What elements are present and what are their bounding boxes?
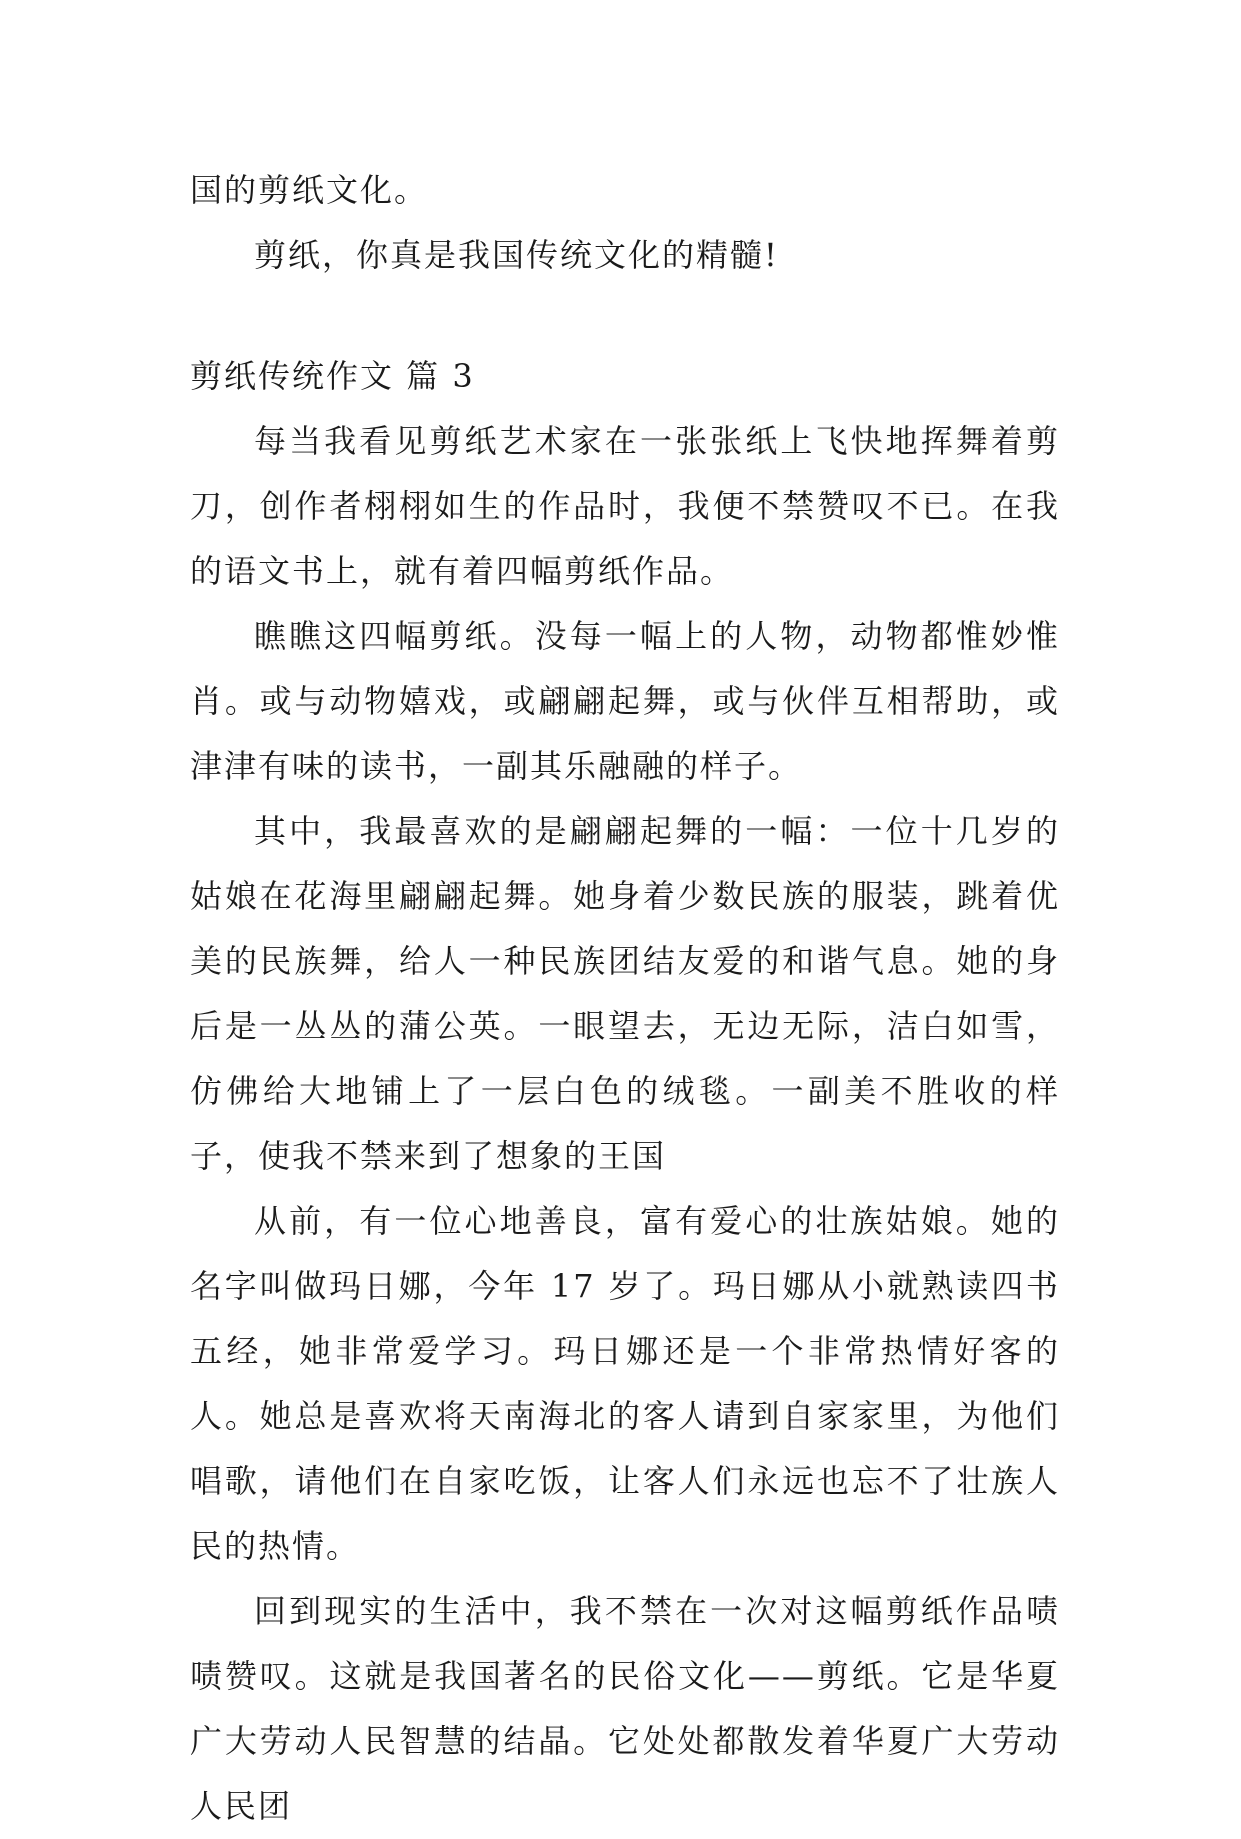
paragraph-5: 回到现实的生活中，我不禁在一次对这幅剪纸作品啧啧赞叹。这就是我国著名的民俗文化——剪纸。它是华夏广大劳动人民智慧的结晶。它处处都散发着华夏广大劳动人民团 (190, 1592, 1060, 1825)
paragraph-4: 从前，有一位心地善良，富有爱心的壮族姑娘。她的名字叫做玛日娜，今年 17 岁了。玛日娜从小就熟读四书五经，她非常爱学习。玛日娜还是一个非常热情好客的人。她总是喜欢将天南海北的客人请到自家家里，为他们唱歌，请他们在自家吃饭，让客人们永远也忘不了壮族人民的热情。 (190, 1202, 1060, 1565)
paragraph-1: 每当我看见剪纸艺术家在一张张纸上飞快地挥舞着剪刀，创作者栩栩如生的作品时，我便不禁赞叹不已。在我的语文书上，就有着四幅剪纸作品。 (190, 422, 1060, 590)
paragraph-3: 其中，我最喜欢的是翩翩起舞的一幅：一位十几岁的姑娘在花海里翩翩起舞。她身着少数民族的服装，跳着优美的民族舞，给人一种民族团结友爱的和谐气息。她的身后是一丛丛的蒲公英。一眼望去，无边无际，洁白如雪，仿佛给大地铺上了一层白色的绒毯。一副美不胜收的样子，使我不禁来到了想象的王国 (190, 812, 1060, 1175)
paragraph-2: 瞧瞧这四幅剪纸。没每一幅上的人物，动物都惟妙惟肖。或与动物嬉戏，或翩翩起舞，或与伙伴互相帮助，或津津有味的读书，一副其乐融融的样子。 (190, 617, 1060, 785)
continuation-text: 国的剪纸文化。 (190, 171, 429, 209)
section-title: 剪纸传统作文 篇 3 (190, 357, 475, 395)
closing-paragraph: 剪纸，你真是我国传统文化的精髓! (254, 236, 779, 274)
document-page (190, 158, 1060, 1839)
section-gap (190, 288, 1060, 344)
